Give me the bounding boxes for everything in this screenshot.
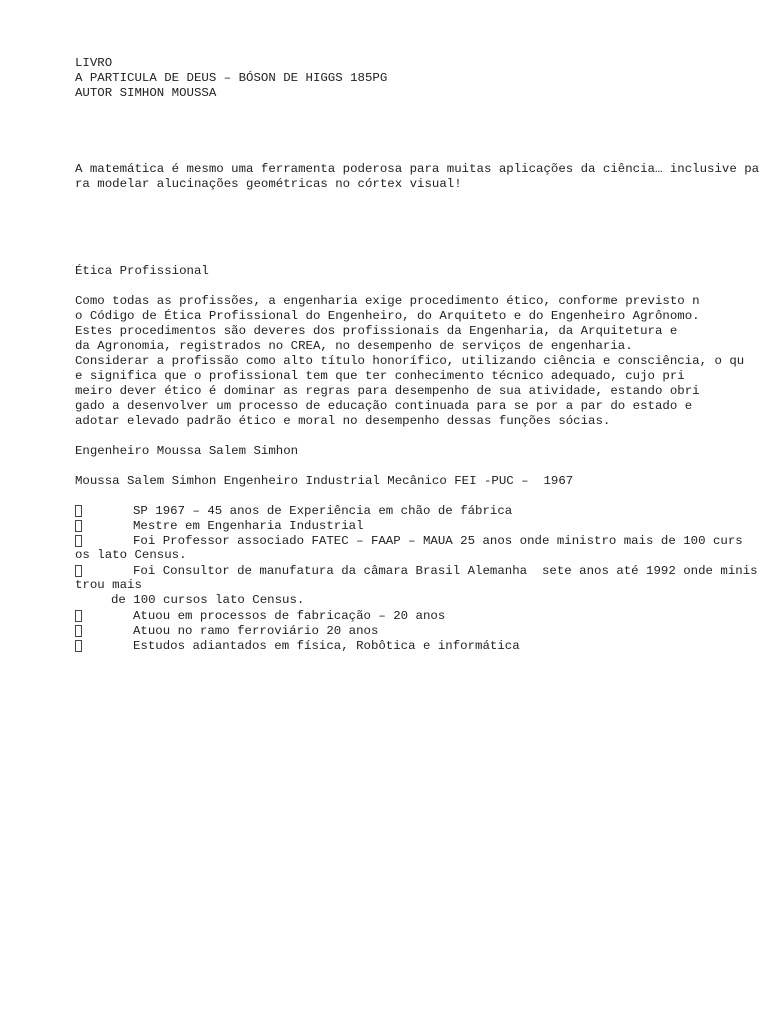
ethics-line: Considerar a profissão como alto título honorífico, utilizando ciência e consciência, o qu [75, 354, 745, 368]
ethics-line: adotar elevado padrão ético e moral no desempenho dessas funções sócias. [75, 414, 611, 428]
bullet-item: Foi Professor associado FATEC – FAAP – MAUA 25 anos onde ministro mais de 100 curs [133, 534, 743, 548]
bullet-box-icon [75, 535, 82, 547]
book-author: AUTOR SIMHON MOUSSA [75, 86, 217, 100]
bullet-box-icon [75, 565, 82, 577]
ethics-line: da Agronomia, registrados no CREA, no desempenho de serviços de engenharia. [75, 339, 633, 353]
bullet-box-icon [75, 505, 82, 517]
book-label: LIVRO [75, 56, 113, 70]
bullet-item-continuation: de 100 cursos lato Census. [111, 593, 305, 607]
bullet-item [133, 564, 758, 579]
ethics-line: Como todas as profissões, a engenharia exige procedimento ético, conforme previsto n [75, 294, 700, 308]
bullet-box-icon [75, 520, 82, 532]
intro-line-1: A matemática é mesmo uma ferramenta poderosa para muitas aplicações da ciência… inclusive pa [75, 162, 760, 176]
author-credentials: Moussa Salem Simhon Engenheiro Industrial Mecânico FEI -PUC – 1967 [75, 474, 574, 488]
bullet-item-text: Foi Consultor de manufatura da câmara Brasil Alemanha sete anos até 1992 onde minis [133, 564, 758, 578]
ethics-line: e significa que o profissional tem que ter conhecimento técnico adequado, cujo pri [75, 369, 685, 383]
bullet-item: Atuou no ramo ferroviário 20 anos [133, 624, 379, 638]
bullet-item: Estudos adiantados em física, Robôtica e informática [133, 639, 520, 653]
bullet-item: SP 1967 – 45 anos de Experiência em chão de fábrica [133, 504, 513, 518]
bullet-box-icon [75, 610, 82, 622]
bullet-box-icon [75, 640, 82, 652]
bullet-item: Atuou em processos de fabricação – 20 anos [133, 609, 446, 623]
author-name: Engenheiro Moussa Salem Simhon [75, 444, 299, 458]
bullet-item-continuation: trou mais [75, 578, 142, 592]
ethics-line: meiro dever ético é dominar as regras para desempenho de sua atividade, estando obri [75, 384, 700, 398]
bullet-item: Mestre em Engenharia Industrial [133, 519, 364, 533]
ethics-line: gado a desenvolver um processo de educação continuada para se por a par do estado e [75, 399, 693, 413]
book-title: A PARTICULA DE DEUS – BÓSON DE HIGGS 185PG [75, 71, 388, 85]
ethics-line: o Código de Ética Profissional do Engenheiro, do Arquiteto e do Engenheiro Agrônomo. [75, 309, 700, 323]
intro-line-2: ra modelar alucinações geométricas no córtex visual! [75, 177, 462, 191]
ethics-heading: Ética Profissional [75, 264, 209, 278]
bullet-item-continuation: os lato Census. [75, 548, 187, 562]
bullet-box-icon [75, 625, 82, 637]
ethics-line: Estes procedimentos são deveres dos profissionais da Engenharia, da Arquitetura e [75, 324, 678, 338]
